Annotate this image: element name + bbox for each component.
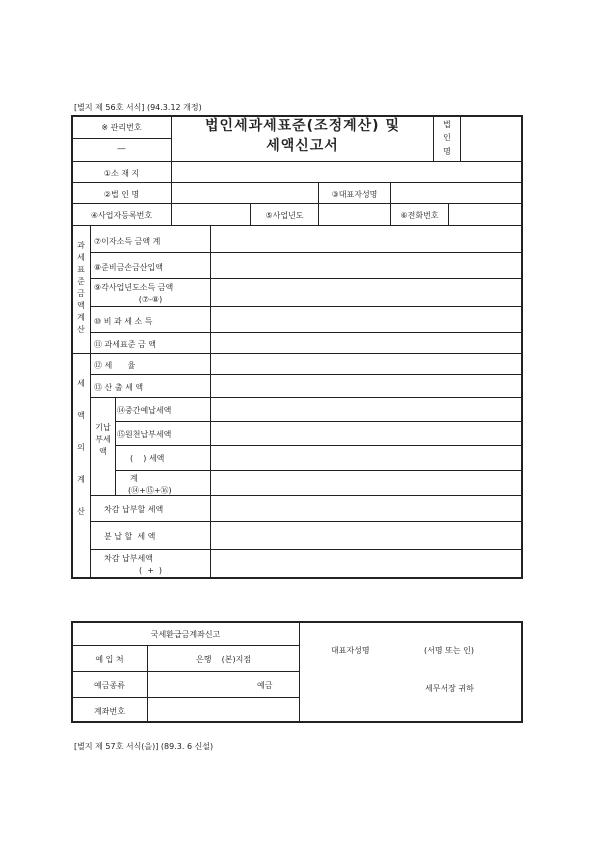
business-year-label: ⑤사업년도	[265, 211, 304, 220]
corp-name-label: ②법 인 명	[103, 190, 140, 199]
item-7-label: ⑦이자소득 금액 계	[94, 237, 161, 246]
form-number-note: [별지 제 56호 서식] (94.3.12 개정)	[74, 103, 202, 112]
item-20-formula: ( + )	[138, 566, 163, 575]
corp-seal-field[interactable]	[461, 117, 521, 161]
footer-form-number-note: [별지 제 57호 서식(을)] (89.3. 6 신설)	[74, 742, 214, 751]
signature-or-seal-field[interactable]: (서명 또는 인)	[424, 646, 474, 655]
location-field[interactable]	[172, 162, 521, 182]
section-tax-base-calc-label: 과 세 표 준 금 액 계 산	[77, 241, 85, 334]
item-10-label: ⑩ 비 과 세 소 득	[94, 317, 153, 326]
item-19-label: 분 납 할 세 액	[104, 532, 156, 541]
item-10-field[interactable]	[211, 307, 521, 332]
representative-name-label: ③대표자성명	[331, 190, 378, 199]
item-8-label: ⑧준비금손금산입액	[94, 263, 163, 272]
refund-form-title: 국세환급금계좌신고	[150, 630, 221, 639]
phone-number-label: ⑥전화번호	[400, 211, 439, 220]
item-17-field[interactable]	[211, 471, 521, 495]
item-17-formula: (⑭+⑮+⑯)	[128, 486, 172, 495]
item-14-label: ⑭중간예납세액	[117, 406, 172, 415]
deposit-type-field[interactable]: 예금	[257, 681, 273, 690]
corp-name-field[interactable]	[172, 183, 318, 203]
representative-name-field[interactable]	[391, 183, 521, 203]
deposit-type-label: 예금종류	[94, 681, 125, 690]
item-15-label: ⑮원천납부세액	[117, 430, 172, 439]
corp-seal-char-3: 명	[443, 147, 451, 156]
account-number-field[interactable]	[148, 698, 298, 720]
business-reg-number-label: ④사업자등록번호	[90, 211, 153, 220]
item-18-label: 차감 납부할 세액	[104, 505, 164, 514]
item-13-field[interactable]	[211, 375, 521, 397]
item-11-label: ⑪ 과세표준 금 액	[94, 340, 156, 349]
account-number-label: 계좌번호	[94, 707, 125, 716]
deposit-bank-label: 예 입 처	[95, 655, 124, 664]
item-12-field[interactable]	[211, 354, 521, 374]
phone-number-field[interactable]	[449, 204, 521, 225]
item-16-field[interactable]	[211, 446, 521, 470]
form-title-line1: 법인세과세표준(조정계산) 및	[205, 118, 400, 134]
deposit-bank-field[interactable]: 은행 (본)지점	[195, 655, 252, 664]
item-8-field[interactable]	[211, 253, 521, 278]
item-9-field[interactable]	[211, 279, 521, 306]
item-11-field[interactable]	[211, 333, 521, 353]
item-15-field[interactable]	[211, 422, 521, 445]
corp-seal-char-2: 인	[443, 133, 451, 142]
item-19-field[interactable]	[211, 522, 521, 549]
location-label: ①소 재 지	[103, 169, 140, 178]
item-20-label: 차감 납부세액	[104, 554, 153, 563]
prepaid-tax-label: 기납 부세 액	[95, 423, 111, 456]
item-7-field[interactable]	[211, 226, 521, 252]
item-18-field[interactable]	[211, 496, 521, 521]
form-title-line2: 세액신고서	[266, 138, 339, 154]
section-tax-calc-label: 세 액 의 계 산	[77, 379, 85, 516]
management-number-value: ―	[117, 144, 126, 153]
item-9-formula: (⑦-⑧)	[138, 295, 163, 304]
item-17-label: 계	[130, 474, 138, 483]
management-number-label: ※ 관리번호	[101, 123, 142, 132]
item-14-field[interactable]	[211, 398, 521, 421]
business-reg-number-field[interactable]	[172, 204, 250, 225]
tax-office-addressee: 세무서장 귀하	[425, 684, 474, 693]
item-12-label: ⑫ 세 율	[94, 361, 136, 370]
business-year-field[interactable]	[319, 204, 390, 225]
item-13-label: ⑬ 산 출 세 액	[94, 383, 144, 392]
representative-signature-label: 대표자성명	[331, 646, 370, 655]
corp-seal-char-1: 법	[443, 120, 451, 129]
item-20-field[interactable]	[211, 550, 521, 577]
item-16-label: ( ) 세액	[130, 454, 165, 463]
item-9-label: ⑨각사업년도소득 금액	[94, 283, 174, 292]
